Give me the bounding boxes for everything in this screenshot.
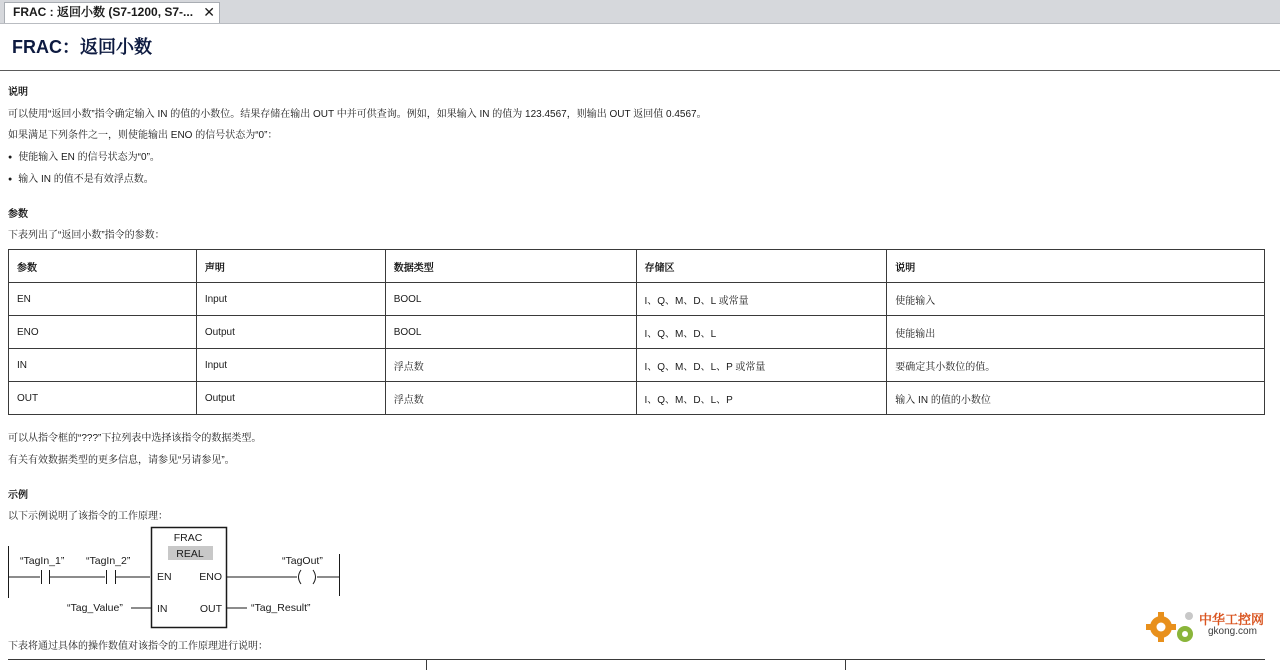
close-icon[interactable]: ✕: [203, 4, 215, 20]
output-tag-label: “Tag_Result”: [251, 602, 311, 614]
operand-table-top: [8, 659, 1265, 670]
pin-eno: ENO: [199, 571, 222, 583]
gear-icon: [1146, 612, 1193, 642]
pin-en: EN: [157, 571, 172, 583]
table-cell: 使能输入: [887, 283, 1265, 316]
description-line-2: 如果满足下列条件之一，则使能输出 ENO 的信号状态为“0”：: [8, 130, 278, 141]
table-row: [9, 349, 1265, 382]
parameters-intro: 下表列出了“返回小数”指令的参数：: [8, 230, 165, 241]
note-see-also: 有关有效数据类型的更多信息，请参见“另请参见”。: [8, 455, 235, 466]
tab-label: FRAC : 返回小数 (S7-1200, S7-...: [13, 5, 194, 19]
page-title: FRAC：返回小数: [12, 37, 152, 57]
table-cell: ENO: [9, 316, 197, 349]
table-cell: I、Q、M、D、L、P: [636, 382, 887, 415]
table-cell: I、Q、M、D、L 或常量: [636, 283, 887, 316]
table-row: [9, 382, 1265, 415]
bullet-item-2: ● 输入 IN 的值不是有效浮点数。: [8, 170, 154, 185]
table-cell: I、Q、M、D、L: [636, 316, 887, 349]
example-intro: 以下示例说明了该指令的工作原理：: [8, 511, 168, 522]
table-cell: 浮点数: [385, 349, 636, 382]
tab-frac[interactable]: [4, 2, 220, 23]
pin-out: OUT: [199, 603, 222, 615]
table-row: [9, 316, 1265, 349]
ladder-diagram: [0, 522, 360, 634]
table-cell: Input: [196, 283, 385, 316]
table-cell: IN: [9, 349, 197, 382]
frac-box-name: FRAC: [173, 532, 203, 544]
parameters-table: [8, 249, 1265, 415]
coil-tagout: [299, 570, 316, 584]
contact-tagin-2: [107, 570, 116, 584]
input-tag-label: “Tag_Value”: [67, 602, 123, 614]
table-cell: Output: [196, 382, 385, 415]
table-cell: 输入 IN 的值的小数位: [887, 382, 1265, 415]
section-heading-description: 说明: [8, 87, 28, 98]
watermark-url: gkong.com: [1208, 626, 1257, 637]
column-header-memory-area: 存储区: [636, 250, 887, 283]
column-header-declaration: 声明: [196, 250, 385, 283]
example-bottom-text: 下表将通过具体的操作数值对该指令的工作原理进行说明：: [8, 641, 268, 652]
bullet-item-1: ● 使能输入 EN 的信号状态为“0”。: [8, 148, 160, 163]
table-cell: 要确定其小数位的值。: [887, 349, 1265, 382]
table-cell: EN: [9, 283, 197, 316]
section-heading-parameters: 参数: [8, 209, 28, 220]
table-cell: 使能输出: [887, 316, 1265, 349]
column-header-parameter: 参数: [9, 250, 197, 283]
title-divider: [0, 70, 1280, 71]
table-cell: Input: [196, 349, 385, 382]
coil-label: “TagOut”: [282, 555, 323, 567]
table-cell: BOOL: [385, 316, 636, 349]
table-cell: I、Q、M、D、L、P 或常量: [636, 349, 887, 382]
column-header-description: 说明: [887, 250, 1265, 283]
section-heading-example: 示例: [8, 490, 28, 501]
table-row: [9, 283, 1265, 316]
table-divider: [426, 660, 427, 670]
note-data-type-dropdown: 可以从指令框的“???”下拉列表中选择该指令的数据类型。: [8, 433, 262, 444]
pin-in: IN: [157, 603, 168, 615]
column-header-data-type: 数据类型: [385, 250, 636, 283]
table-cell: Output: [196, 316, 385, 349]
table-cell: 浮点数: [385, 382, 636, 415]
table-divider: [845, 660, 846, 670]
table-cell: BOOL: [385, 283, 636, 316]
contact-1-label: “TagIn_1”: [20, 555, 65, 567]
contact-tagin-1: [42, 570, 50, 584]
tab-bar: [0, 0, 1280, 24]
table-cell: OUT: [9, 382, 197, 415]
frac-box-type: REAL: [176, 548, 204, 560]
watermark-brand: 中华工控网: [1199, 613, 1265, 628]
contact-2-label: “TagIn_2”: [86, 555, 131, 567]
table-header-row: [9, 250, 1265, 283]
description-line-1: 可以使用“返回小数”指令确定输入 IN 的值的小数位。结果存储在输出 OUT 中并可供查询。例如，如果输入 IN 的值为 123.4567，则输出 OUT 返回值 0.4567。: [8, 109, 707, 120]
